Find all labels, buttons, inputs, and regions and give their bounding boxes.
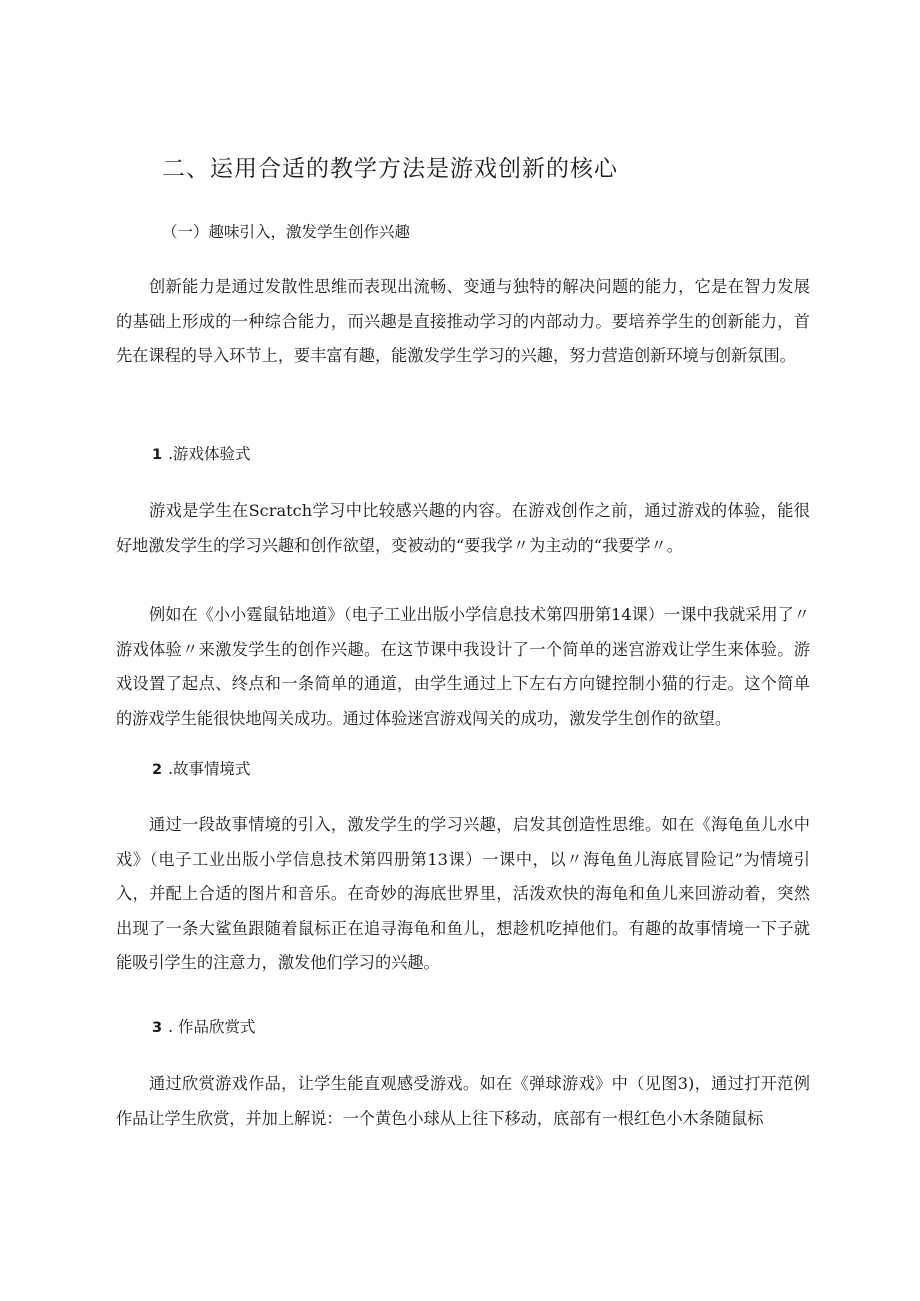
paragraph-game-experience: 游戏是学生在Scratch学习中比较感兴趣的内容。在游戏创作之前，通过游戏的体验，能很好地激发学生的学习兴趣和创作欲望，变被动的“要我学〃为主动的“我要学〃。 — [116, 501, 810, 555]
paragraph-maze-example: 例如在《小小霆鼠钻地道》（电子工业出版小学信息技术第四册第14课）一课中我就采用了〃游戏体验〃来激发学生的创作兴趣。在这节课中我设计了一个简单的迷宫游戏让学生来体验。游戏设置了起点、终点和一条简单的通道，由学生通过上下左右方向键控制小猫的行走。这个简单的游戏学生能很快地闯关成功。通过体验迷宫游戏闯关的成功，激发学生创作的欲望。 — [116, 605, 810, 728]
paragraph-story-scenario: 通过一段故事情境的引入，激发学生的学习兴趣，启发其创造性思维。如在《海龟鱼儿水中戏》（电子工业出版小学信息技术第四册第13课）一课中，以〃海龟鱼儿海底冒险记”为情境引入，并配上合适的图片和音乐。在奇妙的海底世界里，活泼欢快的海龟和鱼儿来回游动着，突然出现了一条大鲨鱼跟随着鼠标正在追寻海龟和鱼儿，想趁机吃掉他们。有趣的故事情境一下子就能吸引学生的注意力，激发他们学习的兴趣。 — [116, 815, 810, 972]
item-title: . 作品欣赏式 — [168, 1018, 256, 1036]
item-number: 2 — [152, 762, 163, 778]
section-heading: 二、运用合适的教学方法是游戏创新的核心 — [162, 156, 618, 182]
item-heading-1 — [152, 442, 251, 464]
item-heading-2 — [152, 757, 251, 779]
item-title: .游戏体验式 — [168, 445, 251, 463]
subsection-heading: （一）趣味引入，激发学生创作兴趣 — [162, 223, 411, 241]
intro-paragraph: 创新能力是通过发散性思维而表现出流畅、变通与独特的解决问题的能力，它是在智力发展的基础上形成的一种综合能力，而兴趣是直接推动学习的内部动力。要培养学生的创新能力，首先在课程的导入环节上，要丰富有趣，能激发学生学习的兴趣，努力营造创新环境与创新氛围。 — [116, 277, 810, 365]
item-number: 3 — [152, 1020, 163, 1036]
item-number: 1 — [152, 447, 163, 463]
item-title: .故事情境式 — [168, 760, 251, 778]
paragraph-work-appreciation: 通过欣赏游戏作品，让学生能直观感受游戏。如在《弹球游戏》中（见图3)，通过打开范例作品让学生欣赏，并加上解说：一个黄色小球从上往下移动，底部有一根红色小木条随鼠标 — [116, 1074, 810, 1128]
item-heading-3 — [152, 1015, 255, 1037]
